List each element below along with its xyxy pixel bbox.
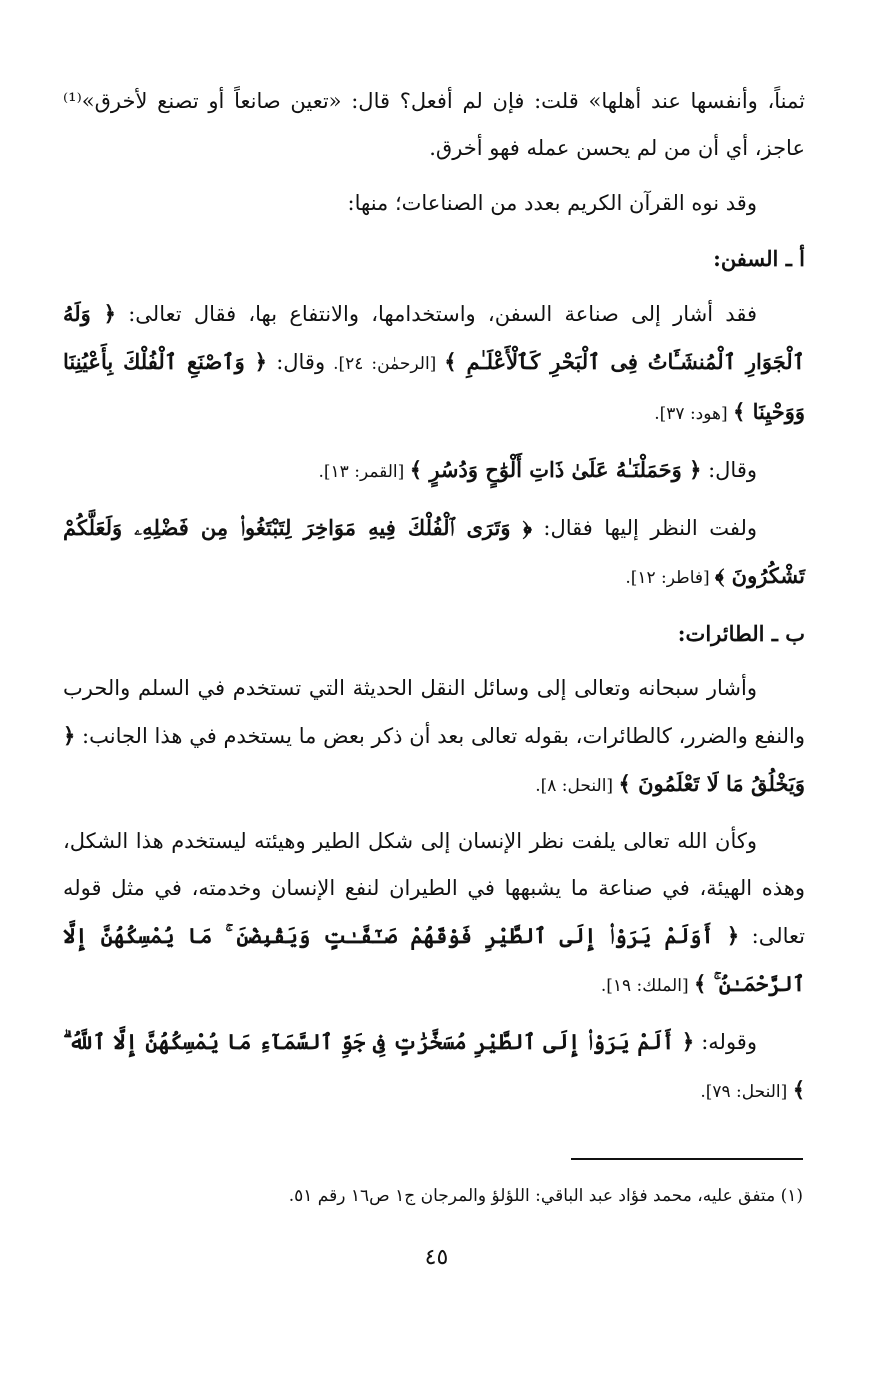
- section-heading-aircraft: ب ـ الطائرات:: [677, 621, 805, 646]
- paragraph-7-text: وكأن الله تعالى يلفت نظر الإنسان إلى شكل الطير وهيئته ليستخدم هذا الشكل، وهذه الهيئة، في صناعة ما يشبهها في الطيران لنفع الإنسان وخدمته، في مثل قوله تعالى:: [63, 829, 805, 948]
- paragraph-4-text: وقال:: [701, 458, 757, 482]
- paragraph-5: [63, 504, 805, 602]
- verse-reference-qamar-13: [القمر: ١٣].: [318, 462, 410, 482]
- paragraph-3: [63, 290, 805, 438]
- quran-verse-mulk-19: ﴿ أَوَلَمْ يَرَوْا۟ إِلَى ٱلطَّيْرِ فَوْقَهُمْ صَـٰٓفَّـٰتٍ وَيَقْبِضْنَ ۚ مَا يُمْسِكُهُنَّ إِلَّا ٱلرَّحْمَـٰنُ ۚ ﴾: [63, 923, 805, 996]
- paragraph-7: [63, 818, 805, 1010]
- verse-reference-nahl-8: [النحل: ٨].: [535, 776, 619, 796]
- paragraph-8: [63, 1018, 805, 1116]
- paragraph-4: [63, 446, 805, 496]
- paragraph-6-text: وأشار سبحانه وتعالى إلى وسائل النقل الحديثة التي تستخدم في السلم والحرب والنفع والضرر، كالطائرات، بقوله تعالى بعد أن ذكر بعض ما يستخدم في هذا الجانب:: [63, 676, 805, 748]
- verse-reference-nahl-79: [النحل: ٧٩].: [700, 1082, 793, 1102]
- paragraph-8-text: وقوله:: [694, 1030, 757, 1054]
- paragraph-5-text: ولفت النظر إليها فقال:: [531, 516, 757, 540]
- section-heading-ships: أ ـ السفن:: [713, 246, 805, 271]
- paragraph-6: [63, 665, 805, 810]
- footnote-divider: [571, 1158, 803, 1160]
- quran-verse-rahman-24: ﴿ وَلَهُ ٱلْجَوَارِ ٱلْمُنشَـَٔاتُ فِى ٱلْبَحْرِ كَٱلْأَعْلَـٰمِ ﴾: [63, 301, 805, 374]
- paragraph-3-text-2: وقال:: [266, 350, 326, 374]
- paragraph-1-text: ثمناً، وأنفسها عند أهلها» قلت: فإن لم أفعل؟ قال: «تعين صانعاً أو تصنع لأخرق»⁽¹⁾ عاجز، أي أن من لم يحسن عمله فهو أخرق.: [63, 89, 805, 160]
- paragraph-2-text: وقد نوه القرآن الكريم بعدد من الصناعات؛ منها:: [347, 191, 757, 215]
- page-number: ٤٥: [424, 1245, 449, 1270]
- quran-verse-fatir-12: ﴿ وَتَرَى ٱلْفُلْكَ فِيهِ مَوَاخِرَ لِتَبْتَغُوا۟ مِن فَضْلِهِۦ وَلَعَلَّكُمْ تَشْكُرُونَ ﴾: [63, 515, 805, 588]
- verse-reference-rahman-24: [الرحمٰن: ٢٤].: [325, 354, 445, 374]
- verse-reference-mulk-19: [الملك: ١٩].: [600, 976, 694, 996]
- paragraph-1: [63, 78, 805, 172]
- quran-verse-qamar-13: ﴿ وَحَمَلْنَـٰهُ عَلَىٰ ذَاتِ أَلْوَٰحٍ وَدُسُرٍ ﴾: [409, 457, 702, 482]
- quran-verse-nahl-79: ﴿ أَلَمْ يَرَوْا۟ إِلَى ٱلطَّيْرِ مُسَخَّرَٰتٍ فِى جَوِّ ٱلسَّمَآءِ مَا يُمْسِكُهُنَّ إِلَّا ٱللَّهُ ۗ ﴾: [63, 1029, 805, 1102]
- main-text: [63, 78, 805, 1124]
- footnote: (١) متفق عليه، محمد فؤاد عبد الباقي: اللؤلؤ والمرجان ج١ ص١٦ رقم ٥١.: [288, 1186, 803, 1206]
- quran-verse-hud-37: ﴿ وَٱصْنَعِ ٱلْفُلْكَ بِأَعْيُنِنَا وَوَحْيِنَا ﴾: [63, 349, 805, 424]
- paragraph-2: [63, 180, 805, 227]
- verse-reference-hud-37: [هود: ٣٧].: [654, 404, 734, 424]
- paragraph-3-text-1: فقد أشار إلى صناعة السفن، واستخدامها، والانتفاع بها، فقال تعالى:: [115, 302, 757, 326]
- quran-verse-nahl-8: ﴿ وَيَخْلُقُ مَا لَا تَعْلَمُونَ ﴾: [63, 723, 805, 796]
- verse-reference-fatir-12: [فاطر: ١٢].: [625, 568, 716, 588]
